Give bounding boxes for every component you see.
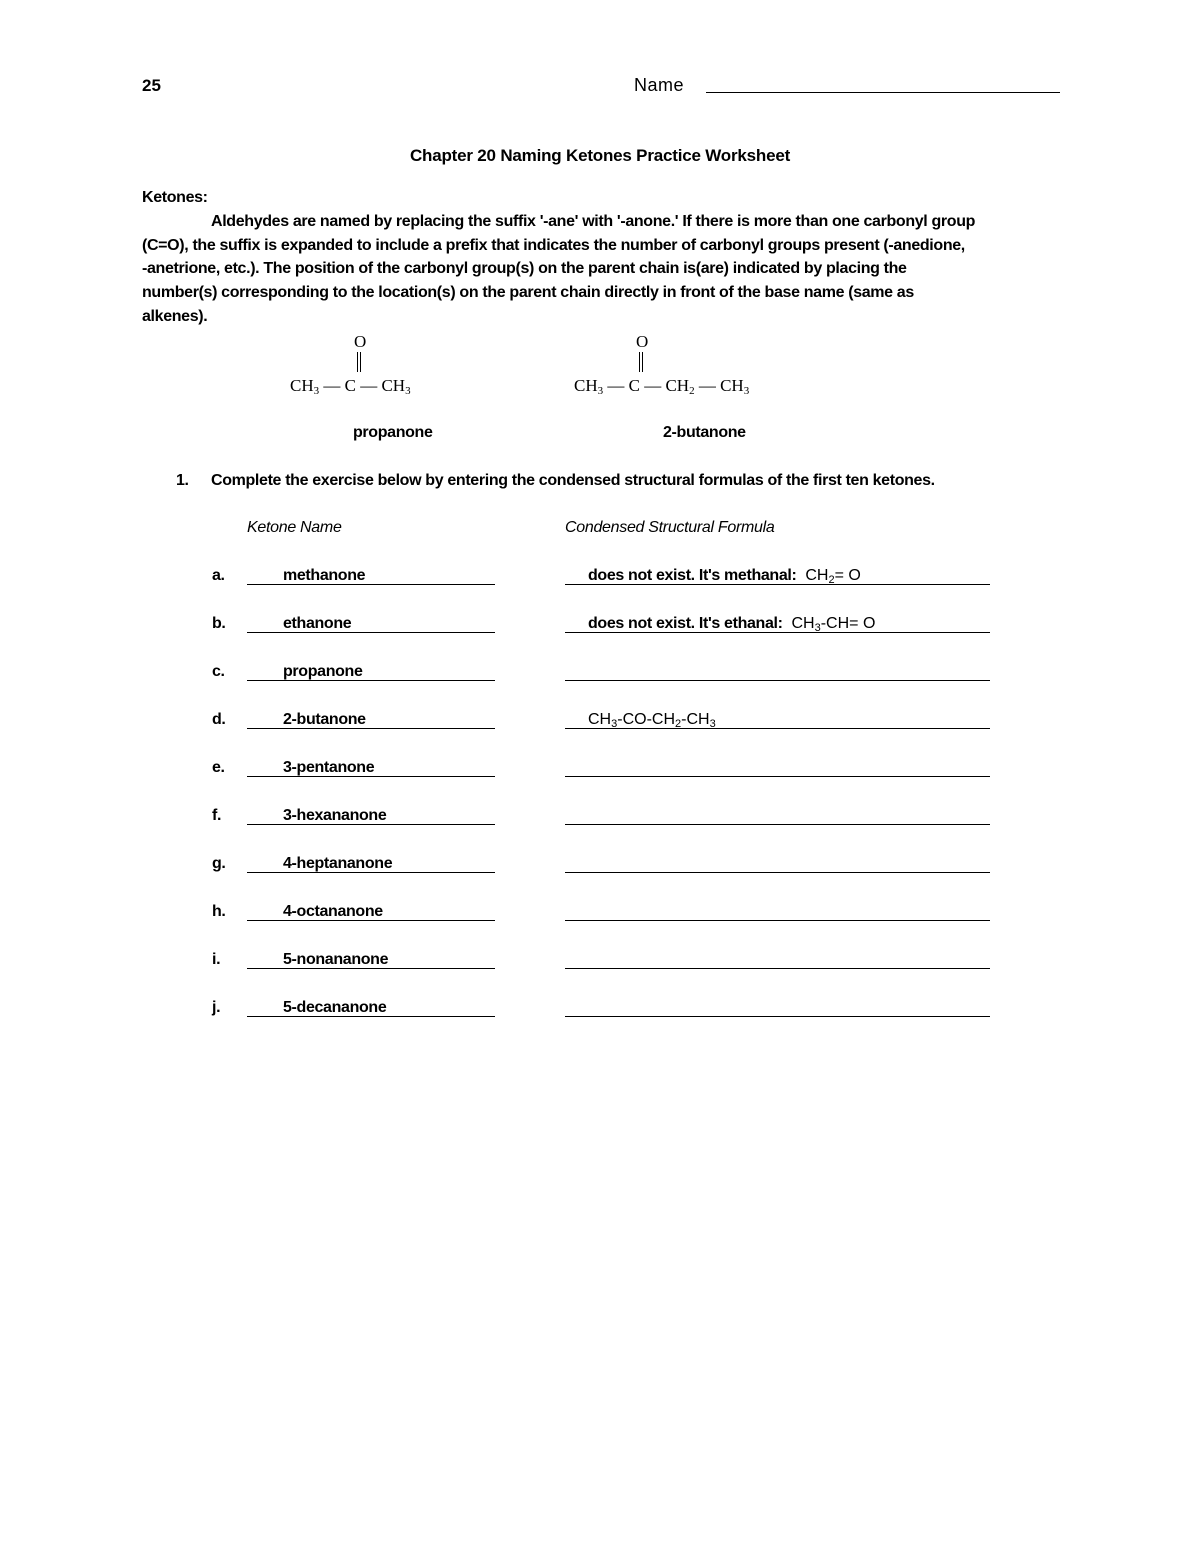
structure-name: 2-butanone [663, 424, 746, 441]
intro-line: alkenes). [142, 308, 208, 325]
answer-text: does not exist. It's ethanal: [588, 615, 783, 632]
oxygen-atom: O [636, 332, 649, 351]
ketone-name: 2-butanone [283, 711, 366, 728]
formula-answer-field[interactable] [565, 968, 990, 969]
formula-answer-field[interactable] [565, 1016, 990, 1017]
formula-answer-field[interactable] [565, 680, 990, 681]
column-header-name: Ketone Name [247, 519, 342, 536]
intro-line: Aldehydes are named by replacing the suffix '-ane' with '-anone.' If there is more than one carbonyl group [211, 213, 976, 230]
row-letter: b. [212, 615, 226, 632]
row-letter: h. [212, 903, 226, 920]
name-label: Name [634, 75, 685, 95]
condensed-formula: $CH_3-CO-CH_2-CH_3$ [588, 711, 716, 730]
formula-answer [588, 567, 861, 585]
ketone-name: 3-hexananone [283, 807, 387, 824]
formula-answer [588, 711, 716, 729]
row-letter: g. [212, 855, 226, 872]
intro-line: -anetrione, etc.). The position of the carbonyl group(s) on the parent chain is(are) indicated by placing the [142, 260, 907, 277]
condensed-formula: $CH_2= O$ [805, 567, 861, 586]
row-letter: i. [212, 951, 221, 968]
formula-answer-field[interactable] [565, 824, 990, 825]
row-letter: d. [212, 711, 226, 728]
double-bond [357, 352, 361, 372]
intro-line: number(s) corresponding to the location(s) on the parent chain directly in front of the base name (same as [142, 284, 914, 301]
condensed-formula: $CH_3-CH= O$ [791, 615, 876, 634]
ketone-name: 5-decananone [283, 999, 387, 1016]
row-letter: e. [212, 759, 225, 776]
double-bond [639, 352, 643, 372]
ketone-name: 3-pentanone [283, 759, 375, 776]
name-field[interactable] [706, 92, 1060, 93]
formula-answer [588, 615, 875, 633]
question-text: Complete the exercise below by entering the condensed structural formulas of the first ten ketones. [211, 472, 935, 489]
chain-formula: $CH_3$ — C — $CH_3$ [290, 376, 411, 397]
formula-answer-field[interactable] [565, 872, 990, 873]
answer-text: does not exist. It's methanal: [588, 567, 797, 584]
ketone-name: 4-heptananone [283, 855, 393, 872]
structure-name: propanone [353, 424, 433, 441]
row-letter: j. [212, 999, 221, 1016]
chain-formula: $CH_3$ — C — $CH_2$ — $CH_3$ [574, 376, 750, 397]
question-number: 1. [176, 472, 189, 489]
formula-answer-field[interactable] [565, 776, 990, 777]
ketone-name: propanone [283, 663, 363, 680]
oxygen-atom: O [354, 332, 367, 351]
ketone-name: ethanone [283, 615, 352, 632]
formula-answer-field[interactable] [565, 920, 990, 921]
ketone-name: 4-octananone [283, 903, 383, 920]
section-heading: Ketones: [142, 189, 208, 206]
column-header-formula: Condensed Structural Formula [565, 519, 775, 536]
row-letter: a. [212, 567, 225, 584]
ketone-name: 5-nonananone [283, 951, 389, 968]
ketone-name: methanone [283, 567, 366, 584]
row-letter: c. [212, 663, 225, 680]
worksheet-title: Chapter 20 Naming Ketones Practice Worksheet [409, 146, 791, 165]
page-number: 25 [142, 76, 161, 95]
intro-line: (C=O), the suffix is expanded to include a prefix that indicates the number of carbonyl groups present (-anedione, [142, 237, 965, 254]
row-letter: f. [212, 807, 222, 824]
